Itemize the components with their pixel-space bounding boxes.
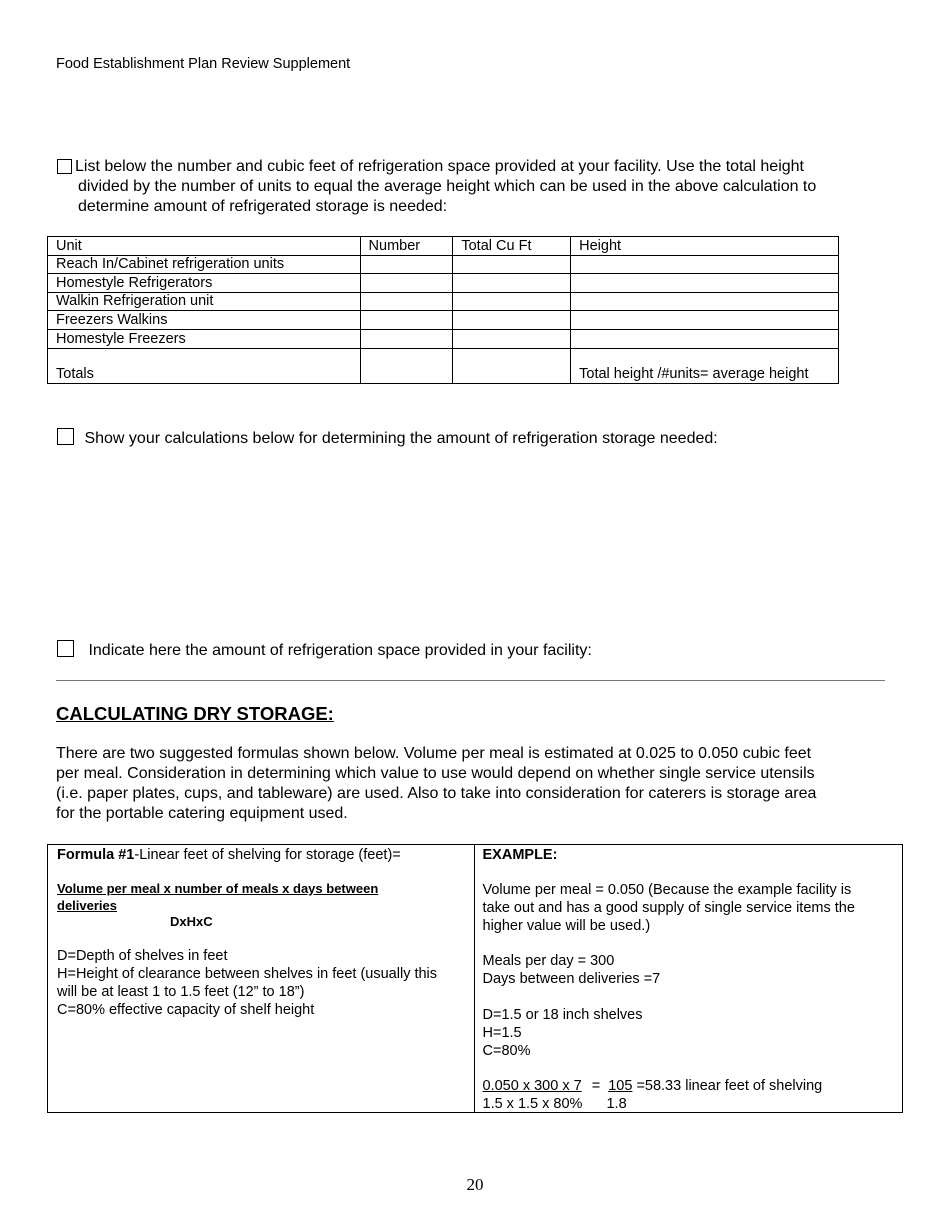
calc-equals: =	[591, 1078, 601, 1094]
example-h: H=1.5	[482, 1025, 522, 1041]
instruction-line-2: divided by the number of units to equal the average height which can be used in the above calculation to	[78, 178, 817, 195]
example-volume-line-2: take out and has a good supply of single service items the	[482, 900, 855, 916]
number-cell[interactable]	[360, 311, 453, 330]
totals-label: Totals	[48, 348, 361, 383]
example-volume-line-3: higher value will be used.)	[482, 918, 651, 934]
table-row	[48, 255, 839, 274]
example-d: D=1.5 or 18 inch shelves	[482, 1007, 643, 1023]
intro-line-3: (i.e. paper plates, cups, and tableware) are used. Also to take into consideration for caterers is storage area	[56, 785, 817, 802]
total-cu-ft-cell[interactable]	[453, 329, 571, 348]
formula-title	[57, 846, 401, 864]
table-row	[48, 329, 839, 348]
total-cu-ft-cell[interactable]	[453, 274, 571, 293]
refrigeration-list-instructions	[57, 157, 887, 217]
formula-table	[47, 844, 903, 1113]
number-cell[interactable]	[360, 274, 453, 293]
example-c: C=80%	[482, 1043, 531, 1059]
example-calc-denominator-row	[483, 1095, 627, 1113]
example-calc-numerator-row	[483, 1077, 823, 1095]
totals-cu-ft-cell[interactable]	[453, 348, 571, 383]
total-cu-ft-cell[interactable]	[453, 311, 571, 330]
unit-name: Freezers Walkins	[48, 311, 361, 330]
table-row	[48, 292, 839, 311]
formula-title-rest: -Linear feet of shelving for storage (feet)=	[134, 847, 401, 863]
height-cell[interactable]	[571, 255, 839, 274]
example-days: Days between deliveries =7	[482, 971, 661, 987]
dry-storage-intro	[56, 744, 896, 824]
formula-cell	[48, 845, 475, 1113]
formula-def-c: C=80% effective capacity of shelf height	[57, 1002, 315, 1018]
refrigeration-space-checkbox[interactable]	[57, 640, 74, 657]
total-cu-ft-cell[interactable]	[453, 255, 571, 274]
refrigeration-units-table	[47, 236, 839, 384]
instruction-line-3: determine amount of refrigerated storage is needed:	[78, 198, 448, 215]
calc-result: =58.33 linear feet of shelving	[636, 1078, 823, 1094]
totals-number-cell[interactable]	[360, 348, 453, 383]
formula-def-h-line-1: H=Height of clearance between shelves in feet (usually this	[57, 966, 438, 982]
unit-name: Homestyle Freezers	[48, 329, 361, 348]
formula-numerator-line-2: deliveries	[57, 898, 117, 913]
column-header-total-cu-ft: Total Cu Ft	[453, 237, 571, 256]
intro-line-1: There are two suggested formulas shown below. Volume per meal is estimated at 0.025 to 0.050 cubic feet	[56, 745, 812, 762]
column-header-height: Height	[571, 237, 839, 256]
formula-def-h-line-2: will be at least 1 to 1.5 feet (12” to 18”)	[57, 984, 305, 1000]
calc-numerator: 0.050 x 300 x 7	[482, 1078, 582, 1094]
example-title: EXAMPLE:	[482, 847, 558, 863]
totals-height-note: Total height /#units= average height	[571, 348, 839, 383]
unit-name: Homestyle Refrigerators	[48, 274, 361, 293]
formula-numerator-line-1: Volume per meal x number of meals x days between	[57, 881, 379, 896]
formula-def-d: D=Depth of shelves in feet	[57, 948, 228, 964]
refrigeration-space-prompt-text: Indicate here the amount of refrigeration space provided in your facility:	[88, 642, 592, 659]
height-cell[interactable]	[571, 274, 839, 293]
unit-name: Walkin Refrigeration unit	[48, 292, 361, 311]
intro-line-2: per meal. Consideration in determining which value to use would depend on whether single service utensils	[56, 765, 815, 782]
calc-denominator: 1.5 x 1.5 x 80%	[482, 1096, 583, 1112]
column-header-unit: Unit	[48, 237, 361, 256]
example-cell	[474, 845, 903, 1113]
calculations-prompt	[57, 428, 718, 449]
height-cell[interactable]	[571, 292, 839, 311]
total-cu-ft-cell[interactable]	[453, 292, 571, 311]
calc-mid-denominator: 1.8	[606, 1096, 627, 1112]
page-header: Food Establishment Plan Review Supplement	[56, 56, 351, 72]
intro-line-4: for the portable catering equipment used.	[56, 805, 348, 822]
table-row	[48, 274, 839, 293]
page-number: 20	[466, 1175, 484, 1194]
section-divider	[56, 680, 885, 681]
example-volume-line-1: Volume per meal = 0.050 (Because the example facility is	[482, 882, 852, 898]
table-row	[48, 311, 839, 330]
dry-storage-title: CALCULATING DRY STORAGE:	[56, 703, 334, 724]
unit-name: Reach In/Cabinet refrigeration units	[48, 255, 361, 274]
table-header-row	[48, 237, 839, 256]
calculations-prompt-text: Show your calculations below for determining the amount of refrigeration storage needed:	[84, 430, 718, 447]
number-cell[interactable]	[360, 329, 453, 348]
height-cell[interactable]	[571, 311, 839, 330]
number-cell[interactable]	[360, 255, 453, 274]
number-cell[interactable]	[360, 292, 453, 311]
refrigeration-list-checkbox[interactable]	[57, 159, 72, 174]
totals-row	[48, 348, 839, 383]
calculations-checkbox[interactable]	[57, 428, 74, 445]
refrigeration-space-prompt	[57, 640, 592, 661]
instruction-line-1: List below the number and cubic feet of refrigeration space provided at your facility. Use the total height	[75, 158, 804, 175]
formula-title-bold: Formula #1	[57, 847, 135, 863]
calc-mid-numerator: 105	[608, 1078, 633, 1094]
formula-denominator: DxHxC	[170, 914, 213, 929]
column-header-number: Number	[360, 237, 453, 256]
example-meals: Meals per day = 300	[482, 953, 615, 969]
height-cell[interactable]	[571, 329, 839, 348]
